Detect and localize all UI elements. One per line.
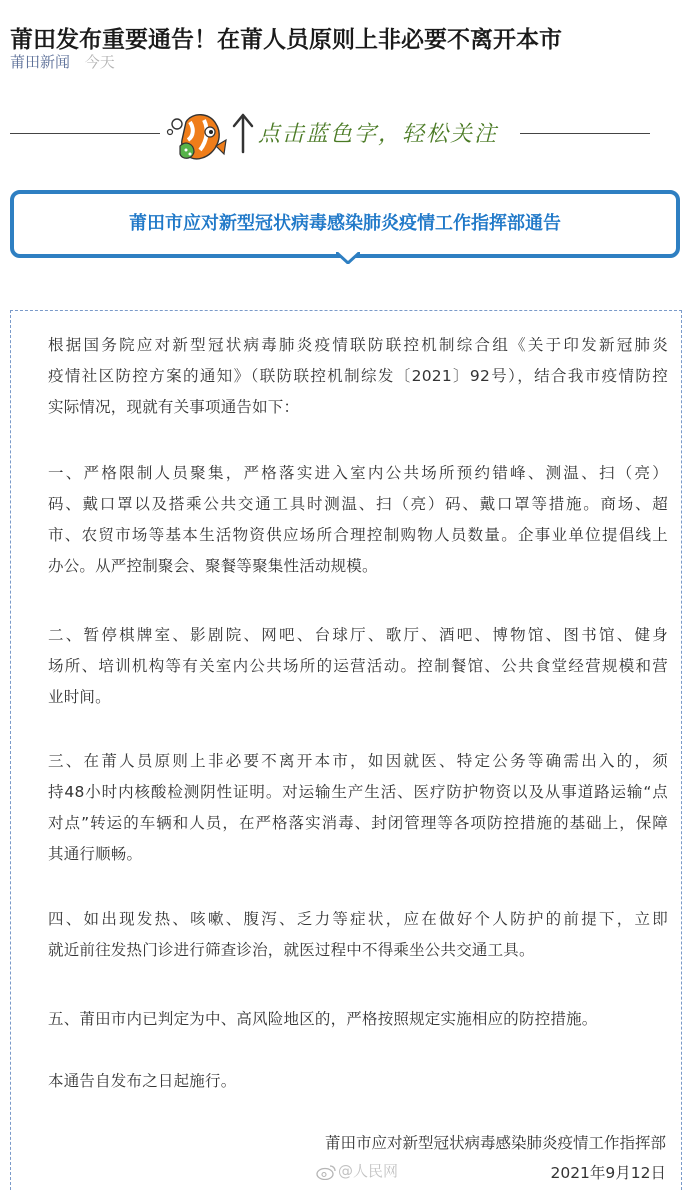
signature-org: 莆田市应对新型冠状病毒感染肺炎疫情工作指挥部 [324, 1134, 666, 1152]
item-4-paragraph [48, 904, 668, 966]
text-line: 场所、培训机构等有关室内公共场所的运营活动。控制餐馆、公共食堂经营规模和营 [48, 657, 668, 675]
item-5-paragraph [48, 1004, 668, 1035]
watermark [316, 1160, 398, 1182]
text-line: 三、在莆人员原则上非必要不离开本市，如因就医、特定公务等确需出入的，须 [48, 752, 668, 770]
text-line: 持48小时内核酸检测阴性证明。对运输生产生活、医疗防护物资以及从事道路运输“点 [48, 783, 668, 801]
banner-divider-right [520, 133, 650, 134]
fish-mascot-icon [164, 110, 228, 166]
article-title: 莆田发布重要通告！在莆人员原则上非必要不离开本市 [10, 27, 562, 54]
item-1-paragraph [48, 458, 668, 582]
text-line: 二、暂停棋牌室、影剧院、网吧、台球厅、歌厅、酒吧、博物馆、图书馆、健身 [48, 626, 668, 644]
text-line: 市、农贸市场等基本生活物资供应场所合理控制购物人员数量。企事业单位提倡线上 [48, 526, 668, 544]
text-line: 其通行顺畅。 [48, 845, 143, 863]
text-line: 疫情社区防控方案的通知》（联防联控机制综发〔2021〕92号），结合我市疫情防控 [48, 367, 668, 385]
item-3-paragraph [48, 746, 668, 870]
text-line: 码、戴口罩以及搭乘公共交通工具时测温、扫（亮）码、戴口罩等措施。商场、超 [48, 495, 668, 513]
follow-prompt[interactable]: 点击蓝色字，轻松关注 [258, 122, 499, 147]
item-2-paragraph [48, 620, 668, 713]
text-line: 一、严格限制人员聚集，严格落实进入室内公共场所预约错峰、测温、扫（亮） [48, 464, 668, 482]
source-link[interactable]: 莆田新闻 [10, 53, 71, 71]
intro-paragraph [48, 330, 668, 423]
text-line: 五、莆田市内已判定为中、高风险地区的，严格按照规定实施相应的防控措施。 [48, 1010, 598, 1028]
banner-divider-left [10, 133, 160, 134]
text-line: 实际情况，现就有关事项通告如下： [48, 398, 300, 416]
publish-date: 今天 [84, 53, 115, 71]
text-line: 根据国务院应对新型冠状病毒肺炎疫情联防联控机制综合组《关于印发新冠肺炎 [48, 336, 668, 354]
arrow-up-icon [230, 112, 256, 154]
watermark-text: @人民网 [338, 1162, 399, 1180]
weibo-icon [316, 1164, 336, 1180]
text-line: 对点”转运的车辆和人员，在严格落实消毒、封闭管理等各项防控措施的基础上，保障 [48, 814, 668, 832]
text-line: 四、如出现发热、咳嗽、腹泻、乏力等症状，应在做好个人防护的前提下，立即 [48, 910, 668, 928]
text-line: 业时间。 [48, 688, 111, 706]
signature-date: 2021年9月12日 [550, 1164, 666, 1182]
notice-title: 莆田市应对新型冠状病毒感染肺炎疫情工作指挥部通告 [129, 213, 561, 234]
notice-header-box [10, 190, 680, 258]
text-line: 就近前往发热门诊进行筛查诊治，就医过程中不得乘坐公共交通工具。 [48, 941, 535, 959]
article-meta [10, 52, 115, 72]
closing-paragraph [48, 1066, 668, 1097]
text-line: 本通告自发布之日起施行。 [48, 1072, 237, 1090]
follow-banner[interactable] [0, 104, 692, 170]
text-line: 办公。从严控制聚会、聚餐等聚集性活动规模。 [48, 557, 378, 575]
notice-pointer-icon [336, 252, 360, 264]
